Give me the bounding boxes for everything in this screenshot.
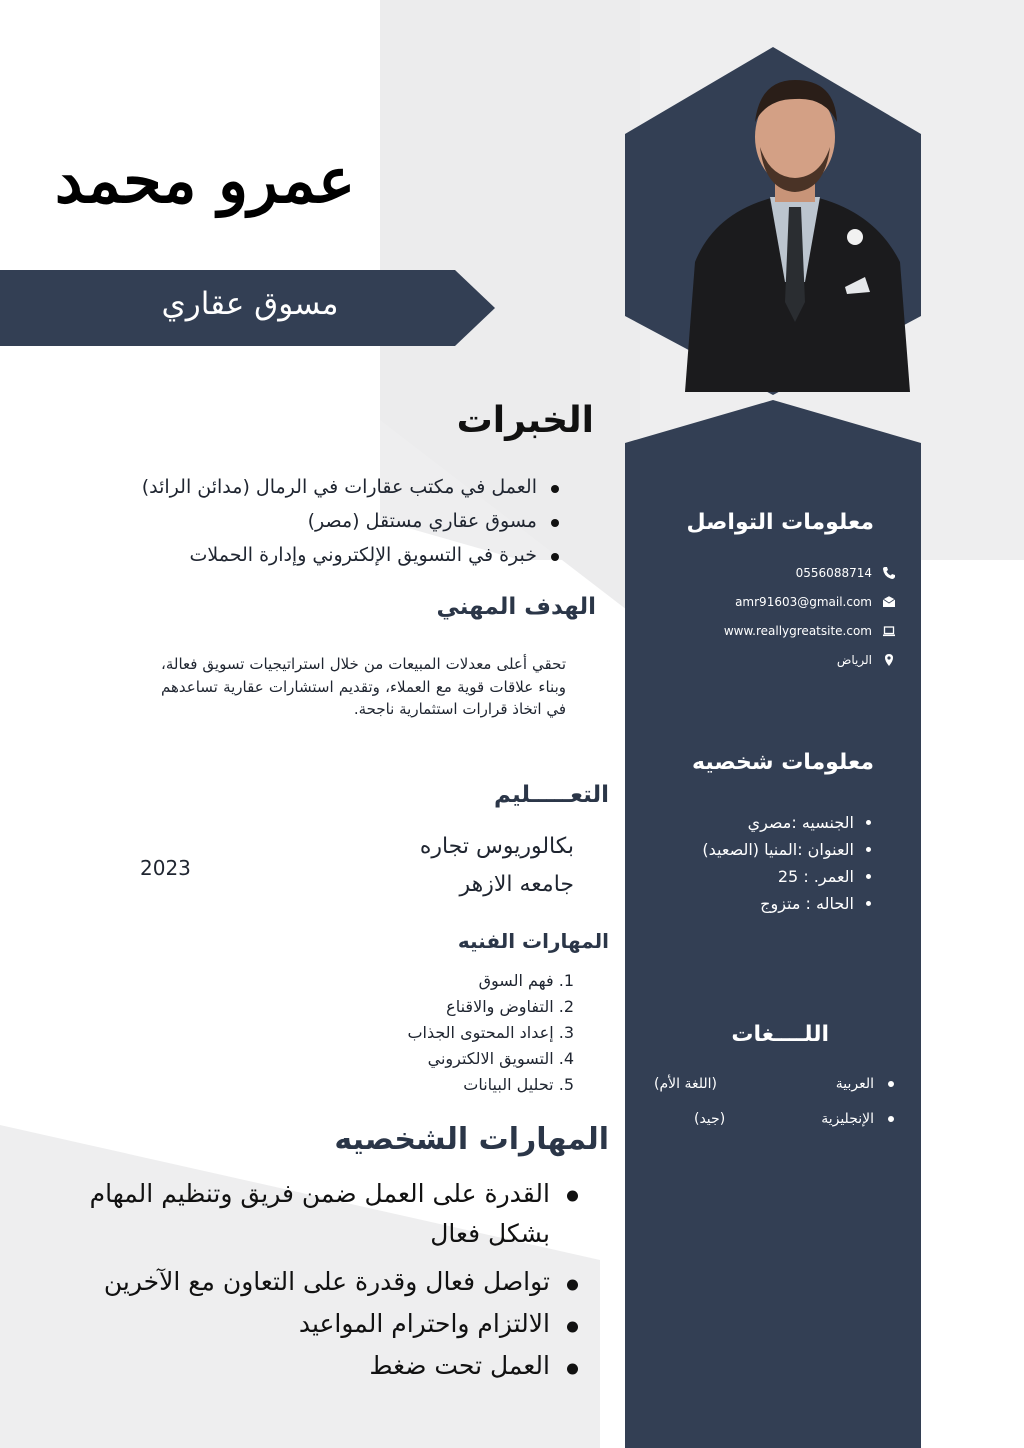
tech-skills-title: المهارات الفنيه [457, 929, 609, 953]
experience-item: خبرة في التسويق الإلكتروني وإدارة الحملات [142, 540, 537, 574]
education-degree: بكالوريوس تجاره [419, 834, 574, 859]
job-title: مسوق عقاري [161, 286, 339, 322]
profile-photo [675, 72, 915, 392]
language-name: العربية [835, 1076, 874, 1092]
contact-email [735, 591, 896, 613]
tech-skill-item: 1. فهم السوق [478, 971, 574, 990]
language-level: (اللغة الأم) [654, 1076, 717, 1092]
personal-info [702, 813, 874, 921]
personal-nationality: • الجنسيه :مصري [702, 813, 854, 832]
objective-text: تحقي أعلى معدلات المبيعات من خلال استراتيجيات تسويق فعالة، وبناء علاقات قوية مع العملاء، وتقديم استشارات عقارية تساعدهم في اتخاذ قرارات استثمارية ناجحة. [161, 655, 566, 718]
tech-skill-item: 3. إعداد المحتوى الجذاب [407, 1023, 574, 1042]
website-text: www.reallygreatsite.com [723, 624, 872, 638]
tech-skill-item: 5. تحليل البيانات [463, 1075, 574, 1094]
personal-age: • العمر. : 25 [702, 867, 854, 886]
tech-skill-item: 2. التفاوض والاقناع [446, 997, 574, 1016]
personal-title: معلومات شخصيه [692, 750, 874, 775]
contact-website [724, 620, 896, 642]
language-english [694, 1111, 894, 1127]
location-icon [882, 653, 896, 667]
objective-title: الهدف المهني [436, 594, 596, 620]
soft-skill-item: العمل تحت ضغط [90, 1348, 550, 1390]
location-text: الرياض [836, 653, 872, 667]
phone-text: 0556088714 [795, 566, 872, 580]
soft-skill-item: القدرة على العمل ضمن فريق وتنظيم المهام [90, 1176, 550, 1216]
email-icon [882, 595, 896, 609]
contact-location [837, 649, 896, 671]
contact-title: معلومات التواصل [686, 510, 874, 535]
education-title: التعـــــليم [493, 782, 609, 808]
laptop-icon [882, 624, 896, 638]
tech-skills-list [407, 968, 574, 1098]
contact-phone [796, 562, 896, 584]
soft-skills-list [90, 1176, 550, 1390]
tech-skill-item: 4. التسويق الالكتروني [427, 1049, 574, 1068]
personal-address: • العنوان :المنيا (الصعيد) [702, 840, 854, 859]
language-arabic [654, 1076, 894, 1092]
soft-skill-item: الالتزام واحترام المواعيد [90, 1306, 550, 1348]
languages-title: اللــــغات [731, 1022, 829, 1047]
experience-title: الخبرات [456, 400, 594, 441]
soft-skills-title: المهارات الشخصيه [334, 1122, 609, 1157]
soft-skill-item: تواصل فعال وقدرة على التعاون مع الآخرين [90, 1264, 550, 1306]
education-university: جامعه الازهر [459, 872, 574, 897]
bullet-icon [888, 1081, 894, 1087]
experience-item: مسوق عقاري مستقل (مصر) [142, 506, 537, 540]
phone-icon [882, 566, 896, 580]
language-level: (جيد) [694, 1111, 726, 1127]
candidate-name: عمرو محمد [54, 144, 356, 217]
email-text: amr91603@gmail.com [735, 595, 872, 609]
experience-item: العمل في مكتب عقارات في الرمال (مدائن الرائد) [142, 472, 537, 506]
soft-skill-continuation: بشكل فعال [430, 1219, 550, 1248]
bullet-icon [888, 1116, 894, 1122]
personal-status: • الحاله : متزوج [702, 894, 854, 913]
education-year: 2023 [140, 856, 191, 880]
language-name: الإنجليزية [821, 1111, 874, 1127]
experience-list [142, 472, 537, 574]
